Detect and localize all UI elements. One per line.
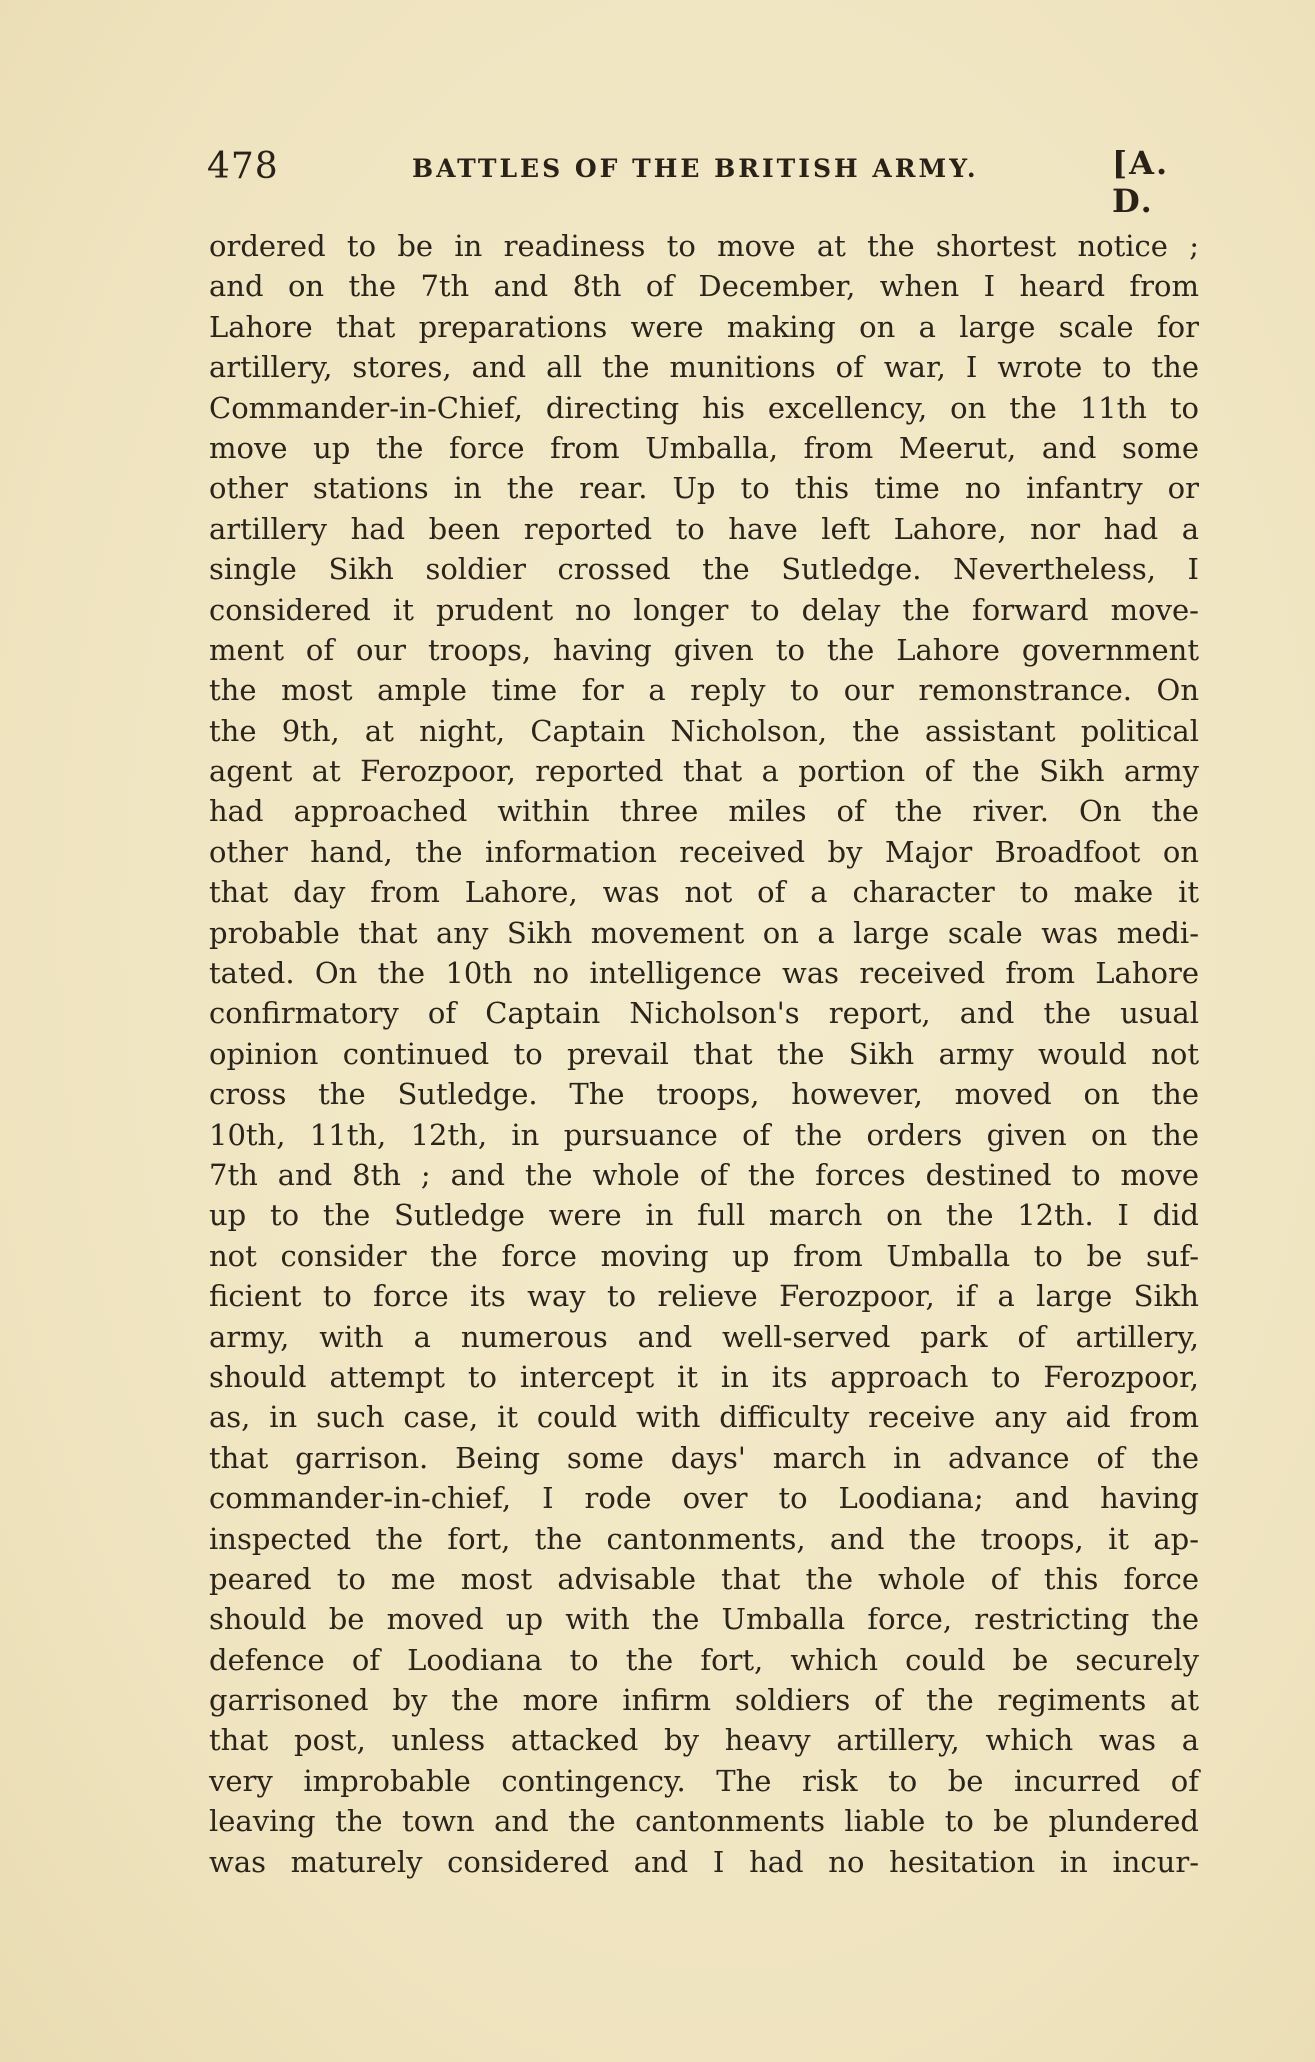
text-line: 7th and 8th ; and the whole of the forces destined to move xyxy=(209,1157,1199,1192)
text-line: 10th, 11th, 12th, in pursuance of the orders given on the xyxy=(209,1117,1199,1152)
text-line: ment of our troops, having given to the Lahore government xyxy=(209,632,1199,667)
page-number: 478 xyxy=(207,146,279,187)
text-line: Commander-in-Chief, directing his excellency, on the 11th to xyxy=(209,390,1199,425)
text-line: should attempt to intercept it in its approach to Ferozpoor, xyxy=(209,1359,1199,1394)
running-title: BATTLES OF THE BRITISH ARMY. xyxy=(412,154,979,183)
text-line: very improbable contingency. The risk to be incurred of xyxy=(209,1763,1199,1798)
text-line: as, in such case, it could with difficulty receive any aid from xyxy=(209,1400,1199,1435)
text-line: opinion continued to prevail that the Sikh army would not xyxy=(209,1036,1199,1071)
text-line: had approached within three miles of the river. On the xyxy=(209,794,1199,829)
text-line: other stations in the rear. Up to this time no infantry or xyxy=(209,471,1199,506)
text-line: should be moved up with the Umballa force, restricting the xyxy=(209,1602,1199,1637)
text-line: up to the Sutledge were in full march on the 12th. I did xyxy=(209,1198,1199,1233)
text-line: not consider the force moving up from Umballa to be suf- xyxy=(209,1238,1199,1273)
text-line: defence of Loodiana to the fort, which could be securely xyxy=(209,1642,1199,1677)
text-line: inspected the fort, the cantonments, and the troops, it ap- xyxy=(209,1521,1199,1556)
body-text xyxy=(209,226,1199,1882)
text-line: ordered to be in readiness to move at the shortest notice ; xyxy=(209,229,1199,263)
running-header xyxy=(207,140,1207,220)
date-mark: [A. D. xyxy=(1112,144,1170,220)
text-line: considered it prudent no longer to delay the forward move- xyxy=(209,592,1199,627)
text-line: probable that any Sikh movement on a large scale was medi- xyxy=(209,915,1199,950)
text-line: and on the 7th and 8th of December, when I heard from xyxy=(209,269,1199,304)
text-line: that garrison. Being some days' march in advance of the xyxy=(209,1440,1199,1475)
text-line: move up the force from Umballa, from Meerut, and some xyxy=(209,430,1199,465)
text-line: leaving the town and the cantonments liable to be plundered xyxy=(209,1804,1199,1839)
text-line: cross the Sutledge. The troops, however, moved on the xyxy=(209,1077,1199,1112)
text-line: other hand, the information received by Major Broadfoot on xyxy=(209,834,1199,869)
text-line: agent at Ferozpoor, reported that a portion of the Sikh army xyxy=(209,754,1199,789)
text-line: the most ample time for a reply to our remonstrance. On xyxy=(209,673,1199,708)
text-line: confirmatory of Captain Nicholson's report, and the usual xyxy=(209,996,1199,1031)
text-line: was maturely considered and I had no hesitation in incur- xyxy=(209,1844,1199,1879)
text-line: that post, unless attacked by heavy artillery, which was a xyxy=(209,1723,1199,1758)
text-line: artillery had been reported to have left Lahore, nor had a xyxy=(209,511,1199,546)
text-line: ficient to force its way to relieve Ferozpoor, if a large Sikh xyxy=(209,1279,1199,1314)
text-line: commander-in-chief, I rode over to Loodiana; and having xyxy=(209,1481,1199,1516)
text-line: the 9th, at night, Captain Nicholson, the assistant political xyxy=(209,713,1199,748)
text-line: artillery, stores, and all the munitions of war, I wrote to the xyxy=(209,350,1199,385)
text-line: peared to me most advisable that the whole of this force xyxy=(209,1561,1199,1596)
text-line: army, with a numerous and well-served park of artillery, xyxy=(209,1319,1199,1354)
text-line: garrisoned by the more infirm soldiers of the regiments at xyxy=(209,1683,1199,1718)
text-line: that day from Lahore, was not of a character to make it xyxy=(209,875,1199,910)
text-line: single Sikh soldier crossed the Sutledge. Nevertheless, I xyxy=(209,552,1199,587)
text-line: Lahore that preparations were making on a large scale for xyxy=(209,309,1199,344)
text-line: tated. On the 10th no intelligence was received from Lahore xyxy=(209,956,1199,991)
